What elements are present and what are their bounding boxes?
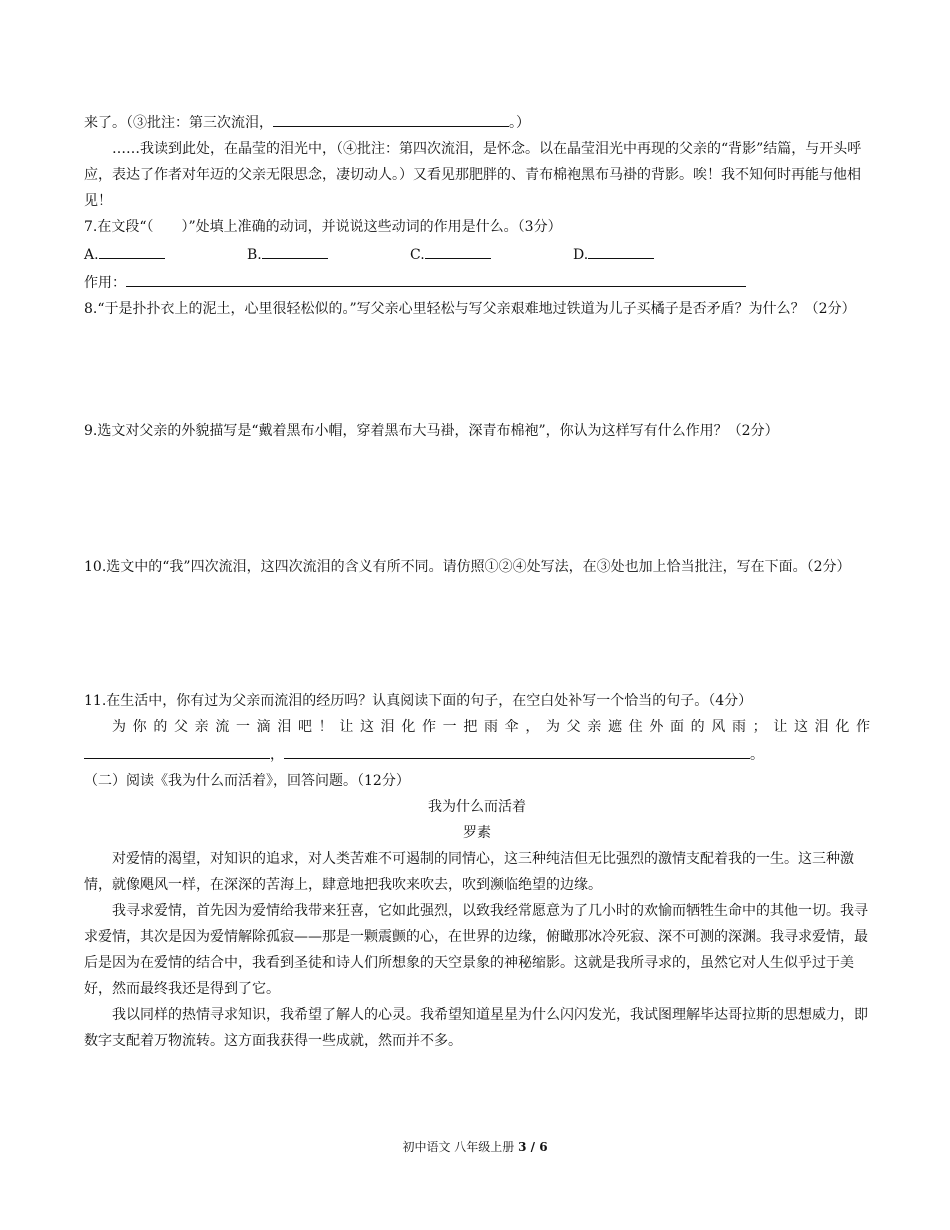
essay-paragraph: 我以同样的热情寻求知识，我希望了解人的心灵。我希望知道星星为什么闪闪发光，我试图理解毕达哥拉斯的思想威力，即数字支配着万物流转。这方面我获得一些成就，然而并不多。 bbox=[84, 1007, 868, 1049]
essay-paragraph: 我寻求爱情，首先因为爱情给我带来狂喜，它如此强烈，以致我经常愿意为了几小时的欢愉而牺牲生命中的其他一切。我寻求爱情，其次是因为爱情解除孤寂——那是一颗震颤的心，在世界的边缘，俯瞰那冰冷死寂、深不可测的深渊。我寻求爱情，最后是因为在爱情的结合中，我看到圣徒和诗人们所想象的天空景象的神秘缩影。这就是我所寻求的，虽然它对人生似乎过于美好，然而最终我还是得到了它。 bbox=[84, 903, 868, 997]
question-11-stem: 11.在生活中，你有过为父亲而流泪的经历吗？认真阅读下面的句子，在空白处补写一个恰当的句子。（4分） bbox=[84, 693, 753, 709]
effect-label: 作用： bbox=[84, 275, 126, 291]
question-11-blank-1[interactable] bbox=[84, 740, 270, 759]
document-page bbox=[84, 108, 870, 1054]
option-a-blank[interactable] bbox=[99, 240, 165, 259]
effect-blank[interactable] bbox=[126, 268, 746, 287]
passage-tail-line1 bbox=[84, 108, 870, 136]
question-9-answer-space[interactable] bbox=[84, 444, 870, 554]
question-11-sentence: 为你的父亲流一滴泪吧！让这泪化作一把雨伞，为父亲遮住外面的风雨；让这泪化作 bbox=[112, 719, 870, 735]
option-b-blank[interactable] bbox=[262, 240, 328, 259]
question-7-options bbox=[84, 240, 870, 268]
option-c-blank[interactable] bbox=[425, 240, 491, 259]
page-footer bbox=[0, 1138, 950, 1155]
question-7-stem: 7.在文段“（ ）”处填上准确的动词，并说说这些动词的作用是什么。（3分） bbox=[84, 219, 562, 235]
essay-title: 我为什么而活着 bbox=[428, 799, 526, 815]
question-11-blank-2[interactable] bbox=[284, 740, 750, 759]
footer-subject: 初中语文 八年级上册 bbox=[402, 1140, 515, 1154]
option-a: A. bbox=[84, 240, 247, 268]
essay-author: 罗素 bbox=[463, 825, 491, 841]
option-d: D. bbox=[573, 240, 736, 268]
option-c: C. bbox=[410, 240, 573, 268]
question-10-answer-space[interactable] bbox=[84, 580, 870, 688]
section-2-heading: （二）阅读《我为什么而活着》，回答问题。（12分） bbox=[84, 773, 410, 789]
question-10-stem: 10.选文中的“我”四次流泪，这四次流泪的含义有所不同。请仿照①②④处写法，在③处也加上恰当批注，写在下面。（2分） bbox=[84, 559, 851, 575]
footer-page-number: 3 / 6 bbox=[518, 1140, 548, 1154]
option-d-blank[interactable] bbox=[588, 240, 654, 259]
question-8-answer-space[interactable] bbox=[84, 322, 870, 418]
passage-tail-paragraph: ……我读到此处，在晶莹的泪光中，（④批注：第四次流泪，是怀念。以在晶莹泪光中再现的父亲的“背影”结篇，与开头呼应，表达了作者对年迈的父亲无限思念，凄切动人。）又看见那肥胖的、青布棉袍黑布马褂的背影。唉！我不知何时再能与他相见！ bbox=[84, 141, 862, 209]
question-9-stem: 9.选文对父亲的外貌描写是“戴着黑布小帽，穿着黑布大马褂，深青布棉袍”，你认为这样写有什么作用？（2分） bbox=[84, 423, 779, 439]
question-11-fill-line: ， 。 bbox=[84, 740, 870, 768]
essay-paragraph: 对爱情的渴望，对知识的追求，对人类苦难不可遏制的同情心，这三种纯洁但无比强烈的激情支配着我的一生。这三种激情，就像飓风一样，在深深的苦海上，肆意地把我吹来吹去，吹到濒临绝望的边缘。 bbox=[84, 851, 854, 893]
question-8-stem: 8.“于是扑扑衣上的泥土，心里很轻松似的。”写父亲心里轻松与写父亲艰难地过铁道为儿子买橘子是否矛盾？为什么？（2分） bbox=[84, 301, 856, 317]
option-b: B. bbox=[247, 240, 410, 268]
annotation-3-suffix: 。） bbox=[509, 115, 530, 131]
annotation-3-blank[interactable] bbox=[273, 108, 509, 127]
question-7-effect bbox=[84, 268, 870, 296]
annotation-3-prefix: 来了。（③批注：第三次流泪， bbox=[84, 115, 273, 131]
